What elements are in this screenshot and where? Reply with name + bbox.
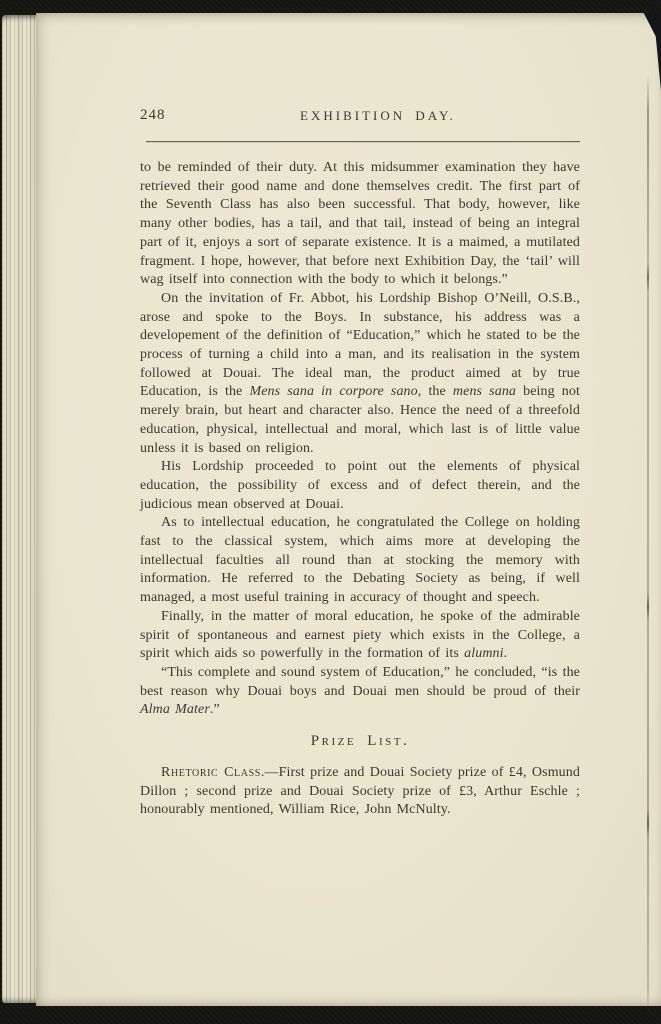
paragraph-rhetoric-class — [140, 764, 580, 820]
paragraph-2-text: being not merely brain, but heart and character also. Hence the need of a threefold education, physical, intellectual and moral, which last is of little value unless it is based on religion. — [140, 384, 580, 456]
book-page — [36, 13, 661, 1006]
paragraph-5-text: . — [503, 646, 508, 662]
paragraph-2 — [140, 290, 580, 458]
paragraph-5-text: Finally, in the matter of moral education, he spoke of the admirable spirit of spontaneous and earnest piety which exists in the College, a spirit which aids so powerfully in the formation of its — [140, 608, 580, 662]
body-text — [140, 159, 580, 820]
rhetoric-class-text: .—First prize and Douai Society prize of £4, Osmund Dillon ; second prize and Douai Society prize of £3, Arthur Eschle ; honourably mentioned, William Rice, John McNulty. — [140, 764, 580, 818]
latin-phrase: Mens sana in corpore sano — [249, 384, 418, 400]
header-rule — [146, 141, 580, 142]
class-name-smallcaps: Rhetoric Class — [161, 764, 261, 780]
paragraph-3: His Lordship proceeded to point out the elements of physical education, the possibility of excess and of defect therein, and the judicious mean observed at Douai. — [140, 459, 580, 512]
paragraph-2-text: On the invitation of Fr. Abbot, his Lordship Bishop O’Neill, O.S.B., arose and spoke to the Boys. In substance, his address was a developement of the definition of “Education,” which he stated to be the process of turning a child into a man, and its realisation in the system followed at Douai. The ideal man, the product aimed at by true Education, is the — [140, 290, 580, 400]
stacked-page-edges — [2, 15, 36, 1003]
prize-list-heading: Prize List. — [310, 733, 410, 750]
page-header — [140, 105, 580, 127]
paragraph-2-text: , the — [417, 384, 453, 400]
paragraph-6-text: .” — [209, 702, 220, 718]
latin-phrase: Alma Mater — [140, 702, 210, 718]
paragraph-1: to be reminded of their duty. At this midsummer examination they have retrieved their good name and done themselves credit. The first part of the Seventh Class has also been successful. That body, however, like many other bodies, has a tail, and that tail, instead of being an integral part of it, enjoys a sort of separate existence. It is a maimed, a mutilated fragment. I hope, however, that before next Exhibition Day, the ‘tail’ will wag itself into connection with the body to which it belongs.” — [140, 160, 580, 288]
gutter-crease — [647, 75, 649, 1016]
paragraph-5 — [140, 608, 580, 664]
running-title: EXHIBITION DAY. — [300, 108, 456, 123]
paragraph-6 — [140, 664, 580, 720]
latin-phrase: mens sana — [452, 384, 517, 400]
latin-phrase: alumni — [464, 646, 504, 662]
paragraph-4: As to intellectual education, he congratulated the College on holding fast to the classical system, which aims more at developing the intellectual faculties all round than at stocking the memory with information. He referred to the Debating Society as being, if well managed, a most useful training in accuracy of thought and speech. — [140, 515, 580, 606]
page-number: 248 — [140, 107, 166, 123]
paragraph-6-text: “This complete and sound system of Education,” he concluded, “is the best reason why Douai boys and Douai men should be proud of their — [140, 664, 580, 699]
